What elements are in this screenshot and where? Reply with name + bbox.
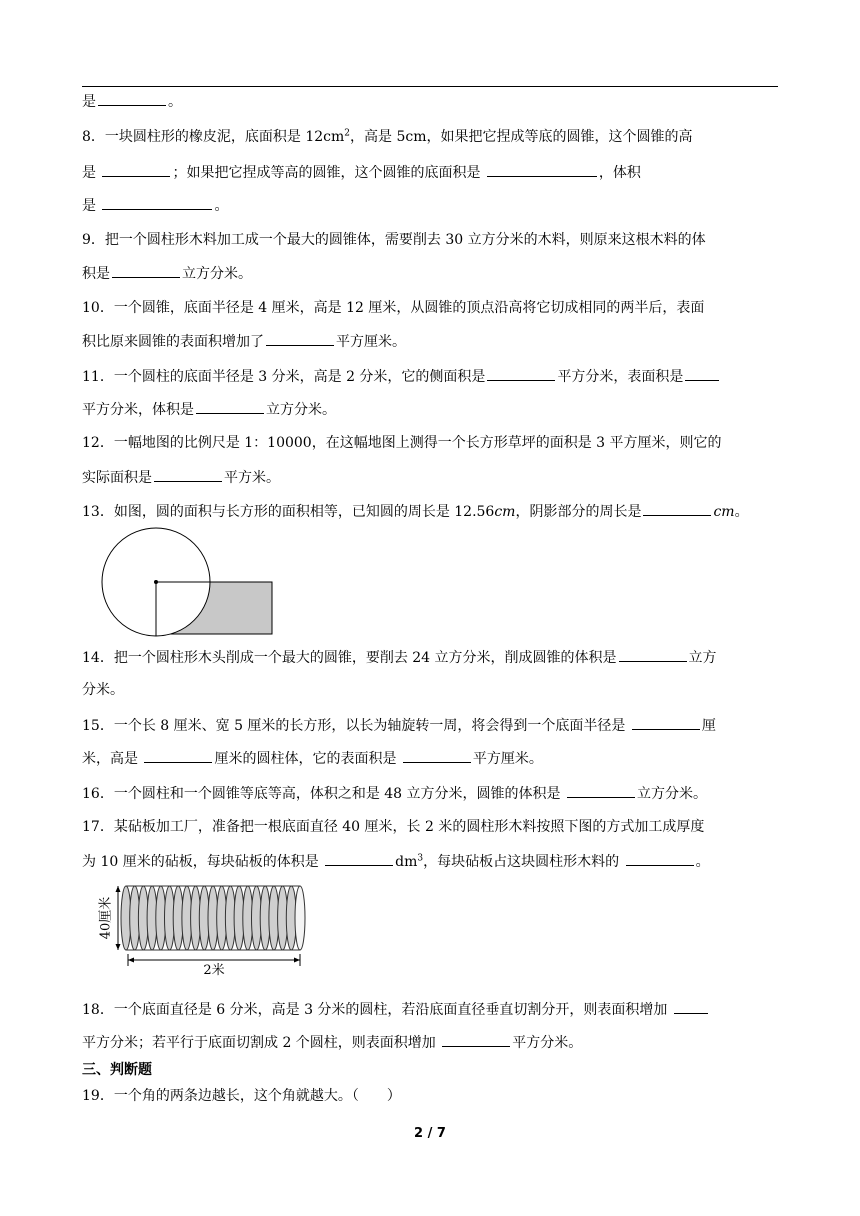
text: 。	[214, 198, 229, 214]
answer-blank[interactable]	[632, 714, 700, 730]
text: 平方分米。	[512, 1035, 583, 1051]
arrow-head	[116, 944, 121, 950]
answer-blank[interactable]	[196, 398, 264, 414]
question-15-line2	[82, 747, 778, 769]
text: 立方分米。	[182, 266, 252, 282]
text: 是	[82, 94, 96, 110]
text: 为 10 厘米的砧板，每块砧板的体积是	[82, 854, 324, 870]
question-14-line2	[82, 679, 778, 701]
text: 13．如图，圆的面积与长方形的面积相等，已知圆的周长是 12.56	[82, 504, 495, 520]
unit: cm	[713, 504, 735, 520]
question-16	[82, 782, 778, 804]
answer-blank[interactable]	[487, 161, 597, 177]
question-10-line2	[82, 330, 778, 352]
text: 9．把一个圆柱形木料加工成一个最大的圆锥体，需要削去 30 立方分米的木料，则原来这根木料的体	[82, 232, 706, 248]
question-17-line2	[82, 850, 778, 872]
answer-blank[interactable]	[674, 998, 708, 1014]
text: ，阴影部分的周长是	[515, 504, 642, 520]
center-point	[154, 580, 158, 584]
text: 米，高是	[82, 751, 143, 767]
text: 平方分米，表面积是	[557, 369, 684, 385]
text: dm	[395, 854, 418, 870]
text: 。	[168, 94, 182, 110]
text: ；如果把它捏成等高的圆锥，这个圆锥的底面积是	[172, 165, 485, 181]
text: 实际面积是	[82, 470, 152, 486]
answer-blank[interactable]	[98, 90, 166, 106]
length-label: 2米	[203, 963, 225, 978]
board-disc	[295, 886, 305, 950]
text: 8．一块圆柱形的橡皮泥，底面积是 12cm	[82, 129, 345, 145]
text: 是	[82, 198, 101, 214]
text: 立方分米。	[636, 786, 707, 802]
answer-blank[interactable]	[144, 747, 212, 763]
text: 19．一个角的两条边越长，这个角就越大。（ ）	[82, 1088, 401, 1104]
question-17-line1	[82, 816, 778, 838]
text: 。	[695, 854, 710, 870]
answer-blank[interactable]	[266, 330, 334, 346]
text: 15．一个长 8 厘米、宽 5 厘米的长方形，以长为轴旋转一周，将会得到一个底面半径是	[82, 718, 630, 734]
unit: cm	[494, 504, 516, 520]
page-number: 2 / 7	[414, 1126, 446, 1141]
text: 。	[734, 504, 749, 520]
answer-blank[interactable]	[102, 161, 170, 177]
text: 积是	[82, 266, 110, 282]
answer-blank[interactable]	[154, 466, 222, 482]
answer-blank[interactable]	[112, 262, 180, 278]
height-label: 40厘米	[98, 896, 114, 940]
superscript: 3	[417, 853, 424, 864]
header-rule	[82, 86, 778, 87]
text: ，高是 5cm，如果把它捏成等底的圆锥，这个圆锥的高	[350, 129, 693, 145]
text: 16．一个圆柱和一个圆锥等底等高，体积之和是 48 立方分米，圆锥的体积是	[82, 786, 565, 802]
question-13	[82, 500, 778, 522]
question-11-line1	[82, 365, 778, 387]
question-12-line1	[82, 432, 778, 454]
question-11-line2	[82, 398, 778, 420]
section-heading: 三、判断题	[82, 1062, 152, 1078]
text: 平方分米，体积是	[82, 402, 194, 418]
answer-blank[interactable]	[567, 782, 635, 798]
text: 平方米。	[224, 470, 280, 486]
text: 11．一个圆柱的底面半径是 3 分米，高是 2 分米，它的侧面积是	[82, 369, 486, 385]
question-12-line2	[82, 466, 778, 488]
answer-blank[interactable]	[403, 747, 471, 763]
answer-blank[interactable]	[442, 1031, 510, 1047]
answer-blank[interactable]	[325, 850, 393, 866]
arrow-head	[116, 886, 121, 892]
answer-blank[interactable]	[619, 646, 687, 662]
answer-blank[interactable]	[487, 365, 555, 381]
question-19	[82, 1085, 778, 1107]
question-9-line2	[82, 262, 778, 284]
question-10-line1	[82, 297, 778, 319]
question-9-line1	[82, 229, 778, 251]
answer-blank[interactable]	[102, 194, 212, 210]
arrow-head	[294, 958, 300, 963]
text: 立方分米。	[266, 402, 336, 418]
text: ，体积	[598, 165, 641, 181]
circle-rectangle-figure	[100, 526, 276, 638]
text: 厘	[701, 718, 716, 734]
text: 平方厘米。	[336, 334, 406, 350]
text: ，每块砧板占这块圆柱形木料的	[423, 854, 624, 870]
cutting-board-cylinder-figure	[96, 880, 316, 980]
answer-blank[interactable]	[643, 500, 711, 516]
question-8-line1	[82, 126, 778, 148]
question-14-line1	[82, 646, 778, 668]
text: 14．把一个圆柱形木头削成一个最大的圆锥，要削去 24 立方分米，削成圆锥的体积是	[82, 650, 617, 666]
text: 立方	[688, 650, 717, 666]
question-15-line1	[82, 714, 778, 736]
text: 分米。	[82, 682, 124, 698]
text: 积比原来圆锥的表面积增加了	[82, 334, 264, 350]
board-discs	[121, 886, 305, 950]
question-18-line1	[82, 998, 778, 1020]
question-8-line2	[82, 161, 778, 183]
text: 是	[82, 165, 101, 181]
arrow-head	[128, 958, 134, 963]
text: 厘米的圆柱体，它的表面积是	[214, 751, 401, 767]
answer-blank[interactable]	[626, 850, 694, 866]
text: 17．某砧板加工厂，准备把一根底面直径 40 厘米，长 2 米的圆柱形木料按照下图的方式加工成厚度	[82, 819, 705, 835]
superscript: 2	[344, 128, 351, 139]
question-8-line3	[82, 194, 778, 216]
text: 12．一幅地图的比例尺是 1：10000，在这幅地图上测得一个长方形草坪的面积是 3 平方厘米，则它的	[82, 435, 722, 451]
text: 平方厘米。	[472, 751, 543, 767]
text: 10．一个圆锥，底面半径是 4 厘米，高是 12 厘米，从圆锥的顶点沿高将它切成相同的两半后，表面	[82, 300, 705, 316]
text: 18．一个底面直径是 6 分米，高是 3 分米的圆柱，若沿底面直径垂直切割分开，则表面积增加	[82, 1002, 672, 1018]
text: 平方分米；若平行于底面切割成 2 个圆柱，则表面积增加	[82, 1035, 441, 1051]
question-18-line2	[82, 1031, 778, 1053]
q7-tail	[82, 90, 778, 112]
answer-blank[interactable]	[685, 365, 719, 381]
